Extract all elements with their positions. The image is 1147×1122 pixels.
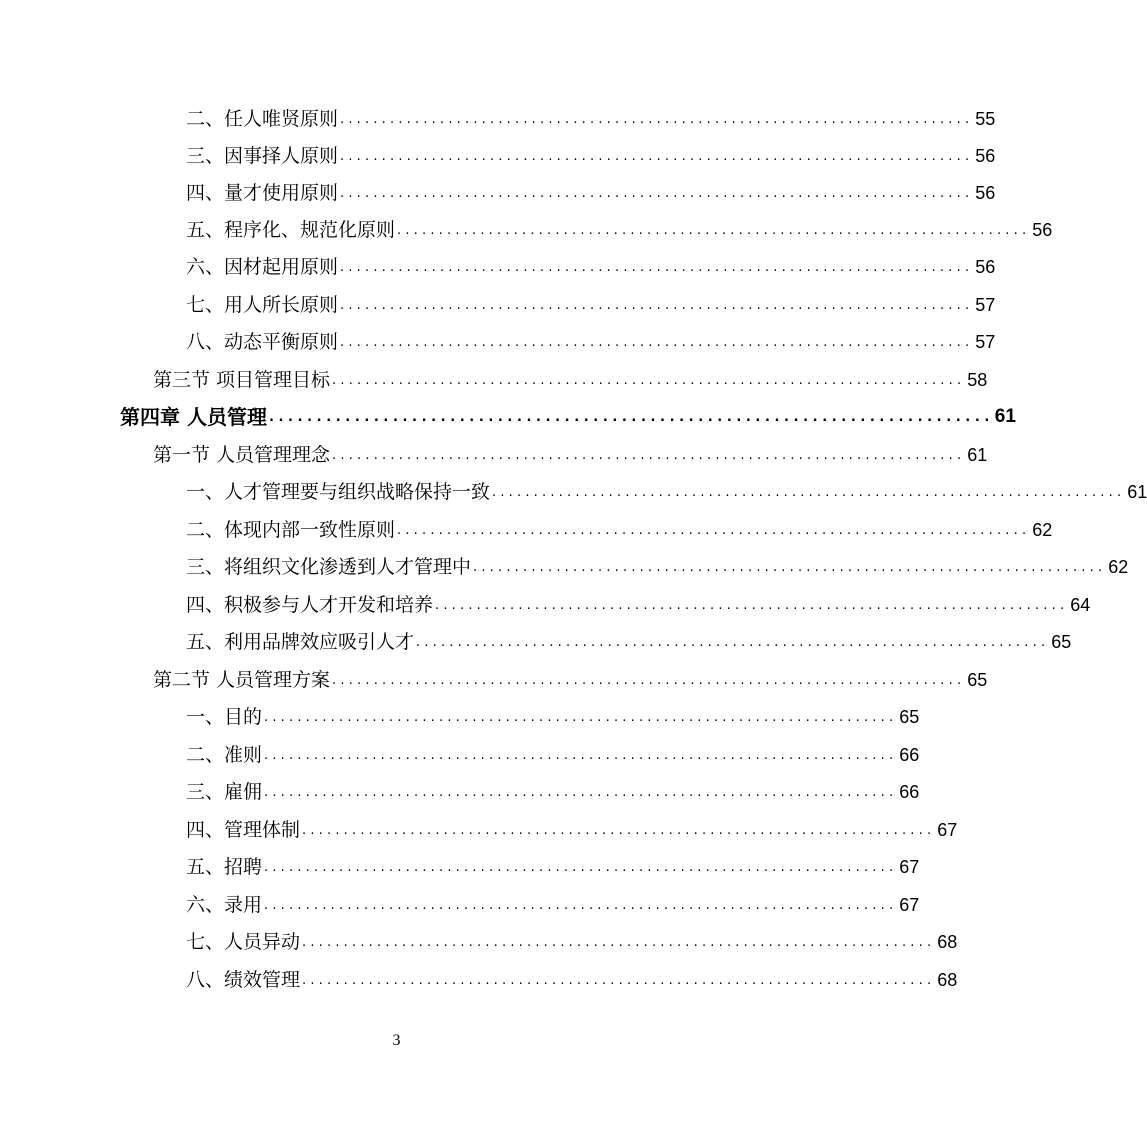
dot-leader: ............................................................................ xyxy=(492,485,1126,500)
toc-entry-title: 七、人员异动 xyxy=(186,931,301,953)
toc-entry[interactable] xyxy=(186,961,958,991)
toc-entry[interactable] xyxy=(186,100,996,130)
page-number: 3 xyxy=(392,1032,401,1049)
dot-leader: ............................................................................ xyxy=(332,448,966,463)
toc-entry-page: 68 xyxy=(937,932,958,952)
dot-leader: ............................................................................ xyxy=(397,223,1031,238)
dot-leader: ............................................................................ xyxy=(340,335,974,350)
toc-entry-title: 第四章 人员管理 xyxy=(120,405,267,429)
dot-leader: ............................................................................ xyxy=(397,523,1031,538)
toc-entry-title: 第二节 人员管理方案 xyxy=(153,669,331,691)
toc-entry[interactable] xyxy=(186,286,996,316)
toc-section-entry[interactable] xyxy=(153,361,988,391)
dot-leader: ............................................................................ xyxy=(332,673,966,688)
dot-leader: ............................................................................ xyxy=(268,410,994,425)
dot-leader: ............................................................................ xyxy=(264,710,898,725)
toc-entry-title: 六、录用 xyxy=(186,894,263,916)
dot-leader: ............................................................................ xyxy=(264,748,898,763)
toc-entry[interactable] xyxy=(186,698,920,728)
toc-section-entry[interactable] xyxy=(153,436,988,466)
dot-leader: ............................................................................ xyxy=(340,112,974,127)
dot-leader: ............................................................................ xyxy=(302,823,936,838)
toc-entry-page: 64 xyxy=(1070,595,1091,615)
toc-entry[interactable] xyxy=(186,811,958,841)
toc-entry[interactable] xyxy=(186,848,920,878)
toc-entry-title: 一、目的 xyxy=(186,706,263,728)
toc-entry-page: 56 xyxy=(975,257,996,277)
toc-entry[interactable] xyxy=(186,174,996,204)
toc-entry-title: 三、将组织文化渗透到人才管理中 xyxy=(186,556,472,578)
toc-entry-page: 57 xyxy=(975,332,996,352)
toc-section-entry[interactable] xyxy=(153,661,988,691)
toc-entry-page: 56 xyxy=(975,183,996,203)
dot-leader: ............................................................................ xyxy=(416,635,1050,650)
toc-entry-page: 65 xyxy=(967,670,988,690)
toc-entry-page: 56 xyxy=(1032,220,1053,240)
dot-leader: ............................................................................ xyxy=(473,560,1107,575)
toc-entry-title: 三、雇佣 xyxy=(186,781,263,803)
toc-entry-title: 二、体现内部一致性原则 xyxy=(186,519,396,541)
toc-entry-page: 66 xyxy=(899,782,920,802)
toc-entry-page: 65 xyxy=(1051,632,1072,652)
toc-entry-title: 五、利用品牌效应吸引人才 xyxy=(186,631,415,653)
toc-entry-title: 四、积极参与人才开发和培养 xyxy=(186,594,434,616)
toc-entry-page: 61 xyxy=(967,445,988,465)
dot-leader: ............................................................................ xyxy=(340,298,974,313)
toc-entry-title: 六、因材起用原则 xyxy=(186,256,339,278)
toc-entry-title: 二、任人唯贤原则 xyxy=(186,108,339,130)
dot-leader: ............................................................................ xyxy=(332,373,966,388)
toc-entry[interactable] xyxy=(186,511,1053,541)
toc-entry[interactable] xyxy=(186,137,996,167)
toc-entry-page: 61 xyxy=(994,406,1016,427)
toc-entry-title: 三、因事择人原则 xyxy=(186,145,339,167)
toc-chapter-entry[interactable] xyxy=(120,398,1016,429)
toc-entry-page: 61 xyxy=(1127,482,1147,502)
toc-entry[interactable] xyxy=(186,473,1147,503)
toc-entry-page: 62 xyxy=(1108,557,1129,577)
dot-leader: ............................................................................ xyxy=(340,149,974,164)
toc-entry-page: 62 xyxy=(1032,520,1053,540)
toc-entry-page: 68 xyxy=(937,970,958,990)
toc-entry[interactable] xyxy=(186,548,1129,578)
toc-entry-title: 五、程序化、规范化原则 xyxy=(186,219,396,241)
dot-leader: ............................................................................ xyxy=(302,973,936,988)
dot-leader: ............................................................................ xyxy=(340,186,974,201)
dot-leader: ............................................................................ xyxy=(340,260,974,275)
toc-entry-title: 八、绩效管理 xyxy=(186,969,301,991)
toc-entry-page: 67 xyxy=(937,820,958,840)
toc-entry-page: 56 xyxy=(975,146,996,166)
toc-entry-title: 五、招聘 xyxy=(186,856,263,878)
toc-entry-page: 55 xyxy=(975,109,996,129)
toc-entry-title: 四、量才使用原则 xyxy=(186,182,339,204)
toc-entry[interactable] xyxy=(186,211,1053,241)
toc-entry[interactable] xyxy=(186,923,958,953)
toc-entry-page: 66 xyxy=(899,745,920,765)
dot-leader: ............................................................................ xyxy=(264,860,898,875)
toc-entry-title: 第三节 项目管理目标 xyxy=(153,369,331,391)
toc-entry[interactable] xyxy=(186,623,1072,653)
toc-entry-title: 八、动态平衡原则 xyxy=(186,331,339,353)
toc-entry-title: 第一节 人员管理理念 xyxy=(153,444,331,466)
toc-entry-page: 65 xyxy=(899,707,920,727)
toc-entry-title: 二、准则 xyxy=(186,744,263,766)
toc-entry[interactable] xyxy=(186,886,920,916)
dot-leader: ............................................................................ xyxy=(435,598,1069,613)
toc-entry-page: 58 xyxy=(967,370,988,390)
toc-entry[interactable] xyxy=(186,248,996,278)
toc-entry[interactable] xyxy=(186,736,920,766)
toc-entry-title: 七、用人所长原则 xyxy=(186,294,339,316)
dot-leader: ............................................................................ xyxy=(264,898,898,913)
toc-entry-page: 57 xyxy=(975,295,996,315)
toc-entry-title: 四、管理体制 xyxy=(186,819,301,841)
toc-entry[interactable] xyxy=(186,586,1091,616)
toc-entry-page: 67 xyxy=(899,895,920,915)
toc-entry[interactable] xyxy=(186,773,920,803)
toc-entry-page: 67 xyxy=(899,857,920,877)
dot-leader: ............................................................................ xyxy=(302,935,936,950)
toc-entry-title: 一、人才管理要与组织战略保持一致 xyxy=(186,481,491,503)
dot-leader: ............................................................................ xyxy=(264,785,898,800)
toc-entry[interactable] xyxy=(186,323,996,353)
